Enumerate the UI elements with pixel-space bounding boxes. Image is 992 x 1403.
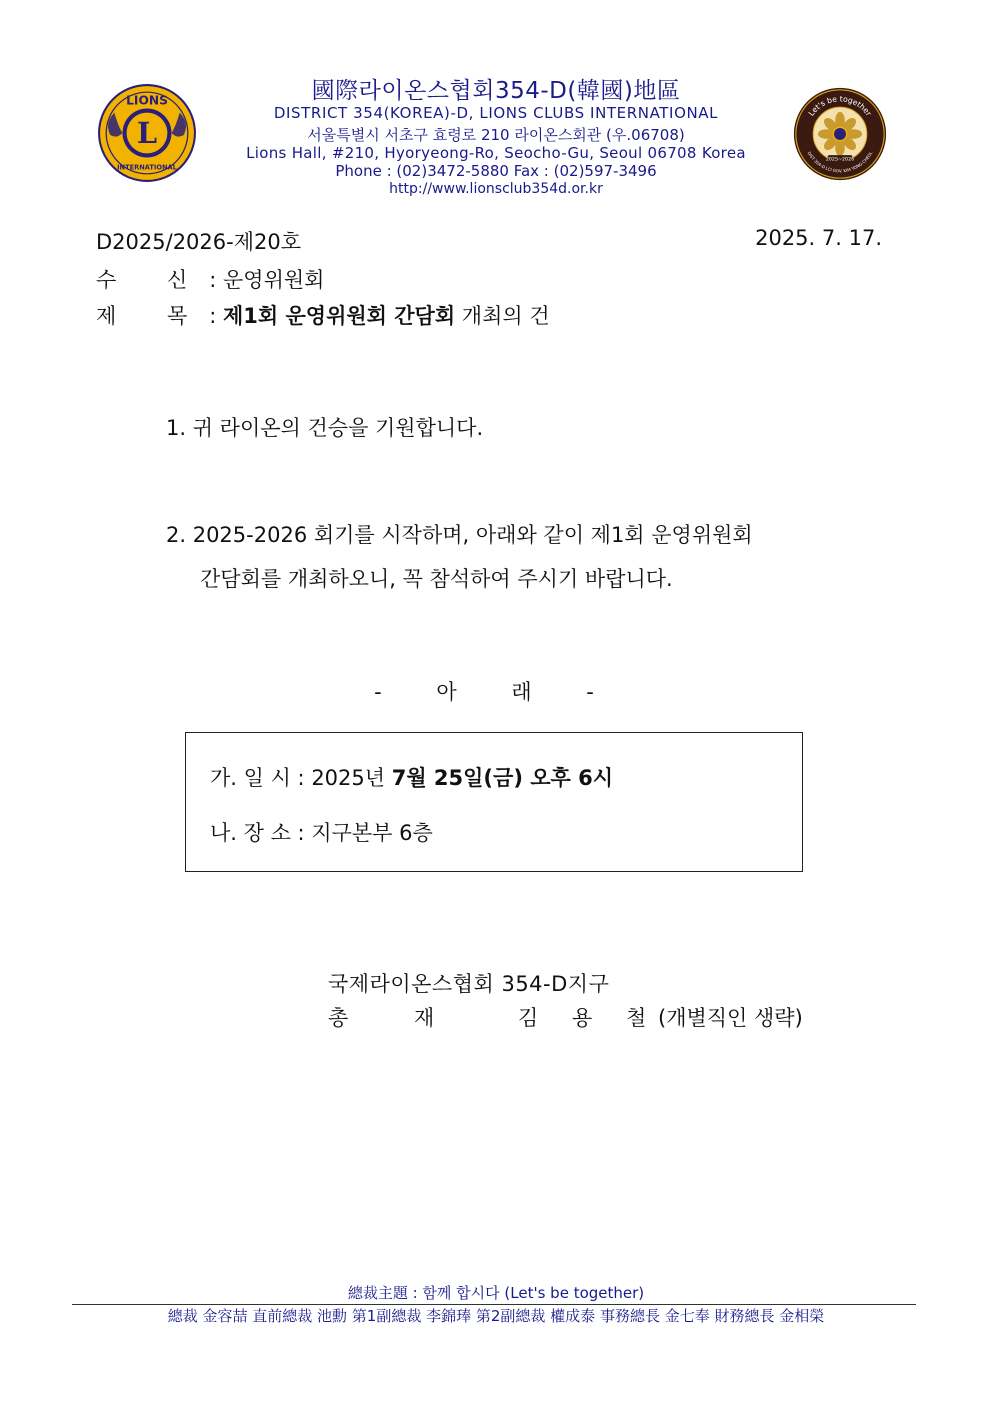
datetime-label: 가. 일 시 : bbox=[210, 766, 312, 790]
footer-motto: 總裁主題 : 함께 합시다 (Let's be together) bbox=[347, 1284, 645, 1302]
seal-top-text: Let's be together bbox=[806, 94, 874, 118]
meeting-datetime bbox=[210, 762, 613, 792]
lions-logo-bottom-text: INTERNATIONAL bbox=[117, 163, 177, 172]
datetime-year: 2025년 bbox=[311, 766, 392, 790]
below-heading: - 아 래 - bbox=[374, 680, 618, 704]
subject-colon: : bbox=[209, 304, 217, 328]
location-label: 나. 장 소 : bbox=[210, 821, 312, 845]
seal-year: 2025~2026 bbox=[825, 157, 855, 163]
contact-numbers: Phone : (02)3472-5880 Fax : (02)597-3496 bbox=[335, 162, 657, 180]
governor-seal-icon bbox=[792, 86, 888, 182]
lions-logo-top-text: LIONS bbox=[126, 93, 168, 108]
address-english: Lions Hall, #210, Hyoryeong-Ro, Seocho-Gu, Seoul 06708 Korea bbox=[246, 144, 746, 162]
datetime-value: 7월 25일(금) 오후 6시 bbox=[391, 766, 614, 790]
signature-name-char-1: 김 bbox=[518, 1006, 539, 1030]
paragraph-2-line-2: 간담회를 개최하오니, 꼭 참석하여 주시기 바랍니다. bbox=[200, 567, 673, 591]
paragraph-2-line-1: 2. 2025-2026 회기를 시작하며, 아래와 같이 제1회 운영위원회 bbox=[166, 523, 753, 547]
district-name-english: DISTRICT 354(KOREA)-D, LIONS CLUBS INTERNATIONAL bbox=[273, 104, 719, 122]
recipient-label: 수 신 bbox=[96, 268, 210, 292]
meeting-details-box bbox=[185, 732, 803, 872]
footer-officers: 總裁 金容喆 直前總裁 池勳 第1副總裁 李錦琫 第2副總裁 權成泰 事務總長 金七奉 財務總長 金相榮 bbox=[167, 1307, 825, 1325]
district-title: 國際라이온스협회354-D(韓國)地區 bbox=[311, 78, 681, 104]
subject-rest: 개최의 건 bbox=[455, 304, 550, 328]
document-number: D2025/2026-제20호 bbox=[96, 230, 302, 254]
seal-bottom-text: DIST 354-D LCI GOV. KIM YONG-CHEOL bbox=[806, 150, 874, 174]
address-korean: 서울특별시 서초구 효령로 210 라이온스회관 (우.06708) bbox=[307, 126, 685, 144]
signature-organization: 국제라이온스협회 354-D지구 bbox=[328, 972, 610, 996]
signature-title-char-2: 재 bbox=[414, 1006, 435, 1030]
subject-label: 제 목 bbox=[96, 304, 210, 328]
recipient-value: 운영위원회 bbox=[223, 268, 325, 292]
signature-note: (개별직인 생략) bbox=[658, 1006, 803, 1030]
paragraph-1: 1. 귀 라이온의 건승을 기원합니다. bbox=[166, 416, 484, 440]
subject-bold: 제1회 운영위원회 간담회 bbox=[223, 304, 456, 328]
meeting-location bbox=[210, 817, 433, 847]
website-link[interactable]: http://www.lionsclub354d.or.kr bbox=[389, 181, 603, 197]
signature-title-char-1: 총 bbox=[328, 1006, 349, 1030]
recipient-line bbox=[96, 264, 324, 294]
location-value: 지구본부 6층 bbox=[311, 821, 433, 845]
document-date: 2025. 7. 17. bbox=[755, 226, 882, 250]
lions-international-logo-icon bbox=[96, 82, 198, 184]
lions-logo-letter: L bbox=[136, 116, 158, 151]
subject-line bbox=[96, 300, 550, 330]
recipient-colon: : bbox=[209, 268, 217, 292]
signature-name-char-3: 철 bbox=[626, 1006, 647, 1030]
signature-line bbox=[328, 1002, 803, 1032]
signature-name-char-2: 용 bbox=[572, 1006, 593, 1030]
